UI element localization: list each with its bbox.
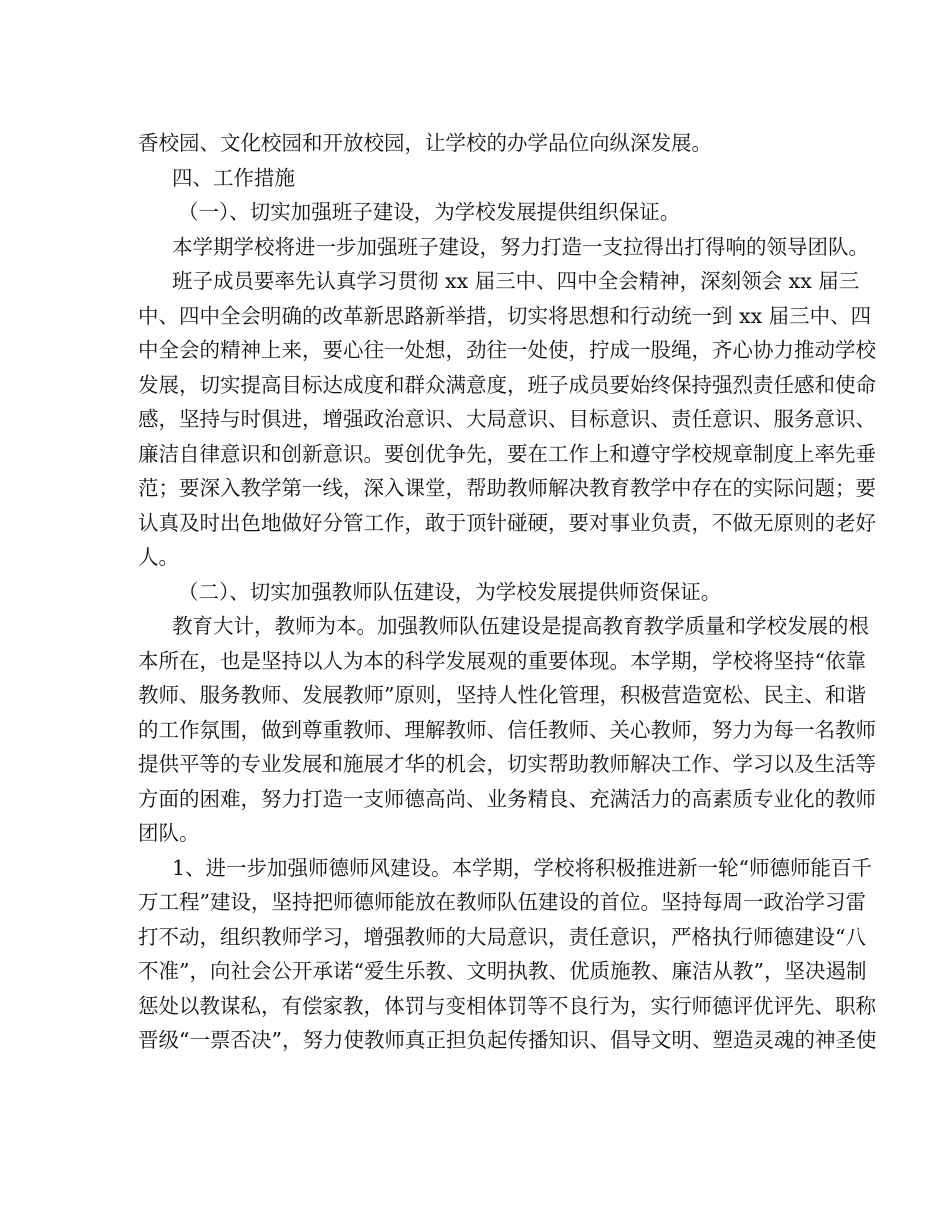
text-line: 人。 <box>138 545 179 569</box>
text-line: 提供平等的专业发展和施展才华的机会，切实帮助教师解决工作、学习以及生活等 <box>138 752 876 776</box>
text-line: 方面的困难，努力打造一支师德高尚、业务精良、充满活力的高素质专业化的教师 <box>138 786 876 811</box>
text-line: 打不动，组织教师学习，增强教师的大局意识，责任意识，严格执行师德建设“八 <box>138 924 866 949</box>
text-line: 1、进一步加强师德师风建设。本学期，学校将积极推进新一轮“师德师能百千 <box>172 855 873 880</box>
text-line: 本学期学校将进一步加强班子建设，努力打造一支拉得出打得响的领导团队。 <box>172 234 869 259</box>
text-line: 廉洁自律意识和创新意识。要创优争先，要在工作上和遵守学校规章制度上率先垂 <box>138 441 876 466</box>
text-line: 感，坚持与时俱进，增强政治意识、大局意识、目标意识、责任意识、服务意识、 <box>138 407 876 431</box>
text-line: 范；要深入教学第一线，深入课堂，帮助教师解决教育教学中存在的实际问题；要 <box>138 476 876 500</box>
text-line: 中全会的精神上来，要心往一处想，劲往一处使，拧成一股绳，齐心协力推动学校 <box>138 338 876 362</box>
text-line: 教师、服务教师、发展教师”原则，坚持人性化管理，积极营造宽松、民主、和谐 <box>138 683 866 707</box>
text-line: 中、四中全会明确的改革新思路新举措，切实将思想和行动统一到 xx 届三中、四 <box>138 303 872 328</box>
text-line: 惩处以教谋私，有偿家教，体罚与变相体罚等不良行为，实行师德评优评先、职称 <box>138 993 876 1018</box>
text-line: 的工作氛围，做到尊重教师、理解教师、信任教师、关心教师，努力为每一名教师 <box>138 717 876 742</box>
text-line: （一）、切实加强班子建设，为学校发展提供组织保证。 <box>178 200 681 224</box>
text-line: 不准”，向社会公开承诺“爱生乐教、文明执教、优质施教、廉洁从教”，坚决遏制 <box>138 959 867 983</box>
text-line: 本所在，也是坚持以人为本的科学发展观的重要体现。本学期，学校将坚持“依靠 <box>138 648 866 673</box>
text-line: 四、工作措施 <box>172 165 295 190</box>
text-line: 教育大计，教师为本。加强教师队伍建设是提高教育教学质量和学校发展的根 <box>172 614 869 638</box>
text-line: 认真及时出色地做好分管工作，敢于顶针碰硬，要对事业负责，不做无原则的老好 <box>138 510 876 535</box>
document-body <box>138 126 877 1058</box>
text-line: （二）、切实加强教师队伍建设，为学校发展提供师资保证。 <box>178 579 722 604</box>
text-line: 万工程”建设，坚持把师德师能放在教师队伍建设的首位。坚持每周一政治学习雷 <box>138 890 866 914</box>
text-line: 班子成员要率先认真学习贯彻 xx 届三中、四中全会精神，深刻领会 xx 届三 <box>172 269 860 293</box>
text-line: 团队。 <box>138 821 200 845</box>
text-line: 香校园、文化校园和开放校园，让学校的办学品位向纵深发展。 <box>138 131 712 155</box>
text-line: 晋级“一票否决”，努力使教师真正担负起传播知识、倡导文明、塑造灵魂的神圣使 <box>138 1028 877 1052</box>
text-line: 发展，切实提高目标达成度和群众满意度，班子成员要始终保持强烈责任感和使命 <box>138 372 876 397</box>
